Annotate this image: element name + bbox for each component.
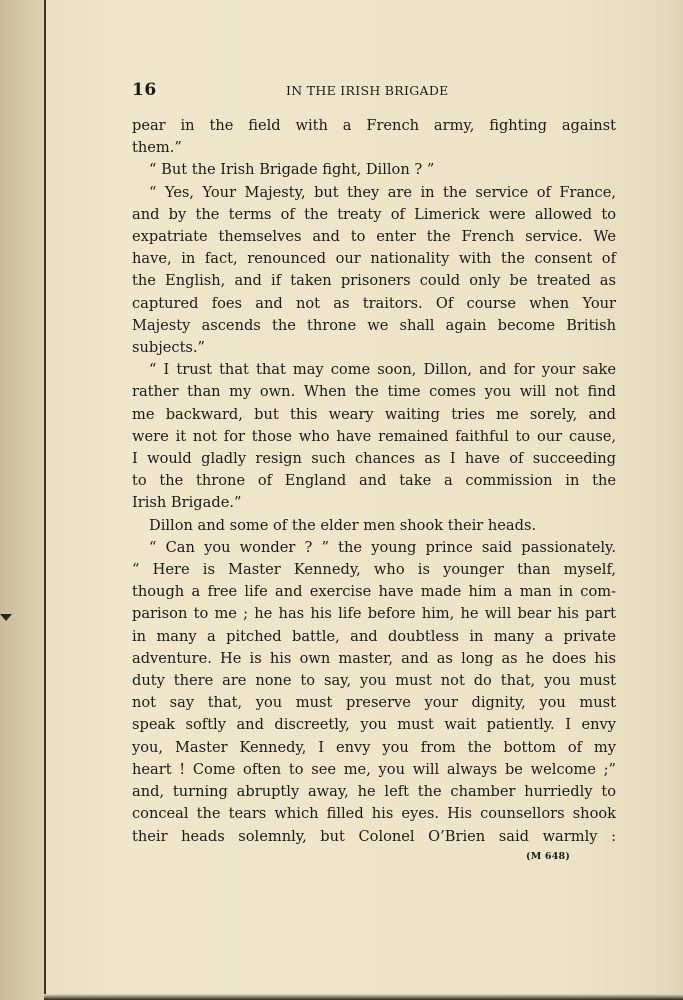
text-line: heart ! Come often to see me, you will always be welcome ;” bbox=[132, 760, 616, 778]
text-line: you, Master Kennedy, I envy you from the bottom of my bbox=[132, 738, 616, 756]
text-line: parison to me ; he has his life before him, he will bear his part bbox=[132, 605, 616, 623]
text-line: and, turning abruptly away, he left the chamber hurriedly to bbox=[132, 783, 616, 801]
body-text bbox=[132, 115, 616, 848]
text-line: their heads solemnly, but Colonel O’Brien said warmly : bbox=[132, 827, 616, 845]
text-line: though a free life and exercise have made him a man in com- bbox=[132, 583, 616, 601]
signature-mark: (M 648) bbox=[526, 851, 571, 862]
page-number: 16 bbox=[132, 80, 157, 100]
running-head: IN THE IRISH BRIGADE bbox=[286, 83, 449, 98]
text-line: expatriate themselves and to enter the French service. We bbox=[132, 228, 616, 246]
text-line: were it not for those who have remained faithful to our cause, bbox=[132, 427, 616, 445]
text-line: in many a pitched battle, and doubtless in many a private bbox=[132, 627, 616, 645]
text-line: them.” bbox=[132, 139, 182, 157]
binding-edge bbox=[44, 0, 46, 1000]
text-line: the English, and if taken prisoners could only be treated as bbox=[132, 272, 616, 290]
page-bottom-edge bbox=[44, 994, 683, 1000]
text-line: Irish Brigade.” bbox=[132, 494, 242, 512]
text-line: captured foes and not as traitors. Of course when Your bbox=[132, 294, 616, 312]
text-line: to the throne of England and take a commission in the bbox=[132, 472, 616, 490]
text-line: Majesty ascends the throne we shall again become British bbox=[132, 316, 616, 334]
text-line: subjects.” bbox=[132, 339, 206, 357]
text-line: pear in the field with a French army, fighting against bbox=[132, 117, 616, 134]
text-line: rather than my own. When the time comes you will not find bbox=[132, 383, 616, 401]
page-header bbox=[132, 80, 617, 100]
text-line: duty there are none to say, you must not do that, you must bbox=[132, 672, 616, 690]
text-line: and by the terms of the treaty of Limerick were allowed to bbox=[132, 205, 616, 223]
text-line: have, in fact, renounced our nationality with the consent of bbox=[132, 250, 616, 268]
binding-shadow bbox=[0, 0, 44, 1000]
page-notch-mark bbox=[0, 614, 12, 621]
text-line: “ I trust that that may come soon, Dillon, and for your sake bbox=[149, 361, 616, 379]
text-line: I would gladly resign such chances as I have of succeeding bbox=[132, 450, 616, 468]
text-line: “ Can you wonder ? ” the young prince said passionately. bbox=[149, 538, 616, 556]
text-line: “ Yes, Your Majesty, but they are in the service of France, bbox=[149, 183, 616, 201]
text-line: “ But the Irish Brigade fight, Dillon ? ” bbox=[149, 161, 435, 179]
text-line: me backward, but this weary waiting tries me sorely, and bbox=[132, 405, 616, 423]
text-line: “ Here is Master Kennedy, who is younger than myself, bbox=[132, 561, 616, 579]
text-line: speak softly and discreetly, you must wait patiently. I envy bbox=[132, 716, 616, 734]
text-line: not say that, you must preserve your dignity, you must bbox=[132, 694, 616, 712]
text-line: conceal the tears which filled his eyes. His counsellors shook bbox=[132, 805, 616, 823]
text-line: Dillon and some of the elder men shook their heads. bbox=[149, 516, 537, 534]
text-line: adventure. He is his own master, and as long as he does his bbox=[132, 649, 616, 667]
